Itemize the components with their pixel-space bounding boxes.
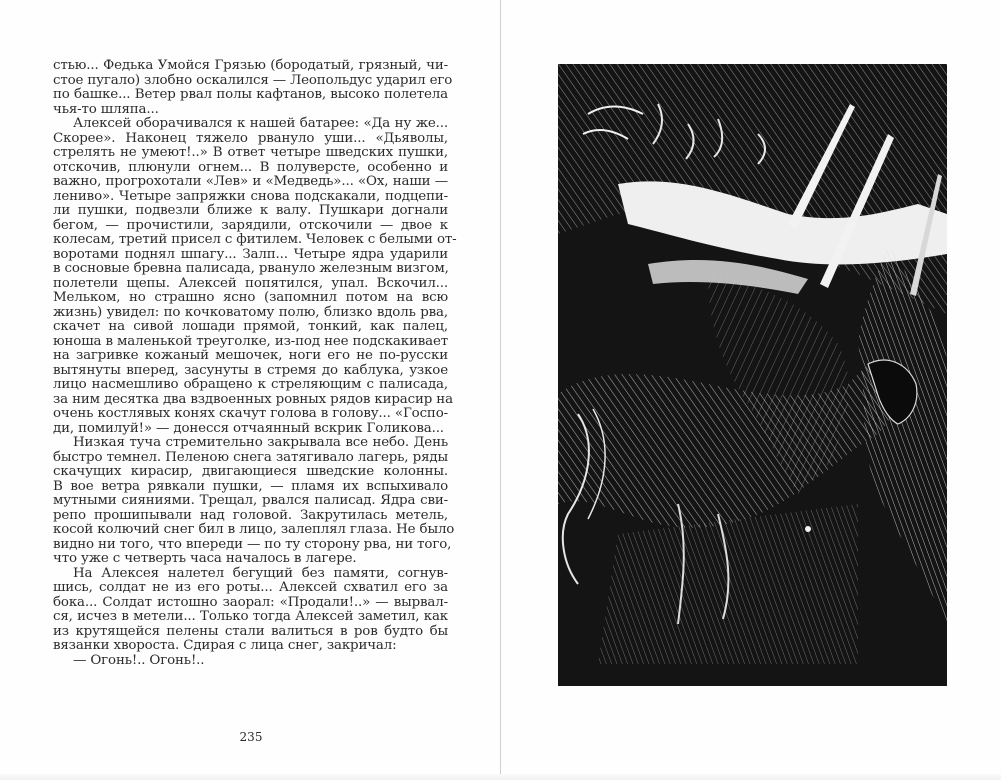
text-line: в сосновые бревна палисада, рвануло железным визгом,: [53, 261, 449, 276]
text-line: за ним десятка два вздвоенных ровных рядов кирасир на: [53, 391, 453, 407]
text-line: Алексей оборачивался к нашей батарее: «Да ну же...: [73, 116, 448, 131]
text-line: полетели щепы. Алексей попятился, упал. Вскочил...: [53, 275, 448, 291]
text-line: бегом, — прочистили, зарядили, отскочили — двое к: [53, 217, 448, 233]
text-line: ли пушки, подвезли ближе к валу. Пушкари догнали: [53, 203, 448, 218]
text-line: скачущих кирасир, двигающиеся шведские колонны.: [53, 464, 448, 479]
text-line: ся, исчез в метели... Только тогда Алексей заметил, как: [53, 609, 448, 624]
text-line: очень костлявых конях скачут голова в голову... «Госпо-: [53, 406, 448, 421]
text-line: по башке... Ветер рвал полы кафтанов, высоко полетела: [53, 87, 448, 102]
illustration-horseman-engraving: [558, 64, 947, 686]
text-line: видно ни того, что впереди — по ту сторону рва, ни того,: [53, 536, 452, 552]
left-page: [0, 0, 500, 780]
text-line: репо прошипывали над головой. Закрутилась метель,: [53, 507, 448, 523]
text-line: лицо насмешливо обращено к стреляющим с палисада,: [53, 377, 448, 392]
text-line: что уже с четверть часа началось в лагере.: [53, 551, 357, 566]
page-bottom-shade: [0, 774, 1001, 780]
text-line: жизнь) увидел: по кочковатому полю, близко вдоль рва,: [53, 304, 448, 320]
text-line: косой колючий снег бил в лицо, залеплял глаза. Не было: [53, 522, 455, 537]
text-line: чья-то шляпа...: [53, 101, 159, 117]
text-line: Скорее». Наконец тяжело рвануло уши... «Дьяволы,: [53, 130, 448, 146]
text-line: вязанки хвороста. Сдирая с лица снег, закричал:: [53, 638, 397, 653]
text-line: на загривке кожаный мешочек, ноги его не по-русски: [53, 348, 448, 363]
text-line: отскочив, плюнули огнем... В полуверсте, особенно и: [53, 159, 448, 175]
text-line: ди, помилуй!» — донесся отчаянный вскрик Голикова...: [53, 420, 444, 436]
text-line: стью... Федька Умойся Грязью (бородатый, грязный, чи-: [53, 58, 448, 73]
text-line: лениво». Четыре запряжки снова подскакали, подцепи-: [53, 188, 448, 204]
text-line: из крутящейся пелены стали валиться в ров будто бы: [53, 623, 448, 639]
text-line: На Алексея налетел бегущий без памяти, согнув-: [73, 565, 448, 581]
text-line: стое пугало) злобно оскалился — Леопольдус ударил его: [53, 72, 453, 88]
page-number: 235: [239, 730, 263, 744]
text-line: стрелять не умеют!..» В ответ четыре шведских пушки,: [53, 145, 448, 160]
text-line: быстро темнел. Пеленою снега затягивало лагерь, ряды: [53, 449, 448, 465]
text-line: — Огонь!.. Огонь!..: [73, 652, 205, 668]
text-line: мутными сияниями. Трещал, рвался палисад. Ядра сви-: [53, 493, 448, 508]
text-line: скачет на сивой лошади прямой, тонкий, как палец,: [53, 319, 448, 334]
text-line: вытянуты вперед, засунуты в стремя до каблука, узкое: [53, 362, 448, 378]
text-line: воротами поднял шпагу... Залп... Четыре ядра ударили: [53, 246, 448, 262]
text-line: шись, солдат не из его роты... Алексей схватил его за: [53, 580, 448, 595]
text-line: важно, прогрохотали «Лев» и «Медведь»... «Ох, наши —: [53, 174, 448, 189]
text-line: Мельком, но страшно ясно (запомнил потом на всю: [53, 290, 448, 305]
text-line: Низкая туча стремительно закрывала все небо. День: [73, 435, 448, 450]
body-text: [53, 58, 457, 668]
engraving-artwork: [558, 64, 947, 686]
text-line: бока... Солдат истошно заорал: «Продали!..» — вырвал-: [53, 594, 448, 610]
text-line: юноша в маленькой треуголке, из-под нее подскакивает: [53, 333, 448, 349]
text-line: В вое ветра рявкали пушки, — пламя их вспыхивало: [53, 478, 448, 494]
text-line: колесам, третий присел с фитилем. Человек с белыми от-: [53, 232, 457, 247]
